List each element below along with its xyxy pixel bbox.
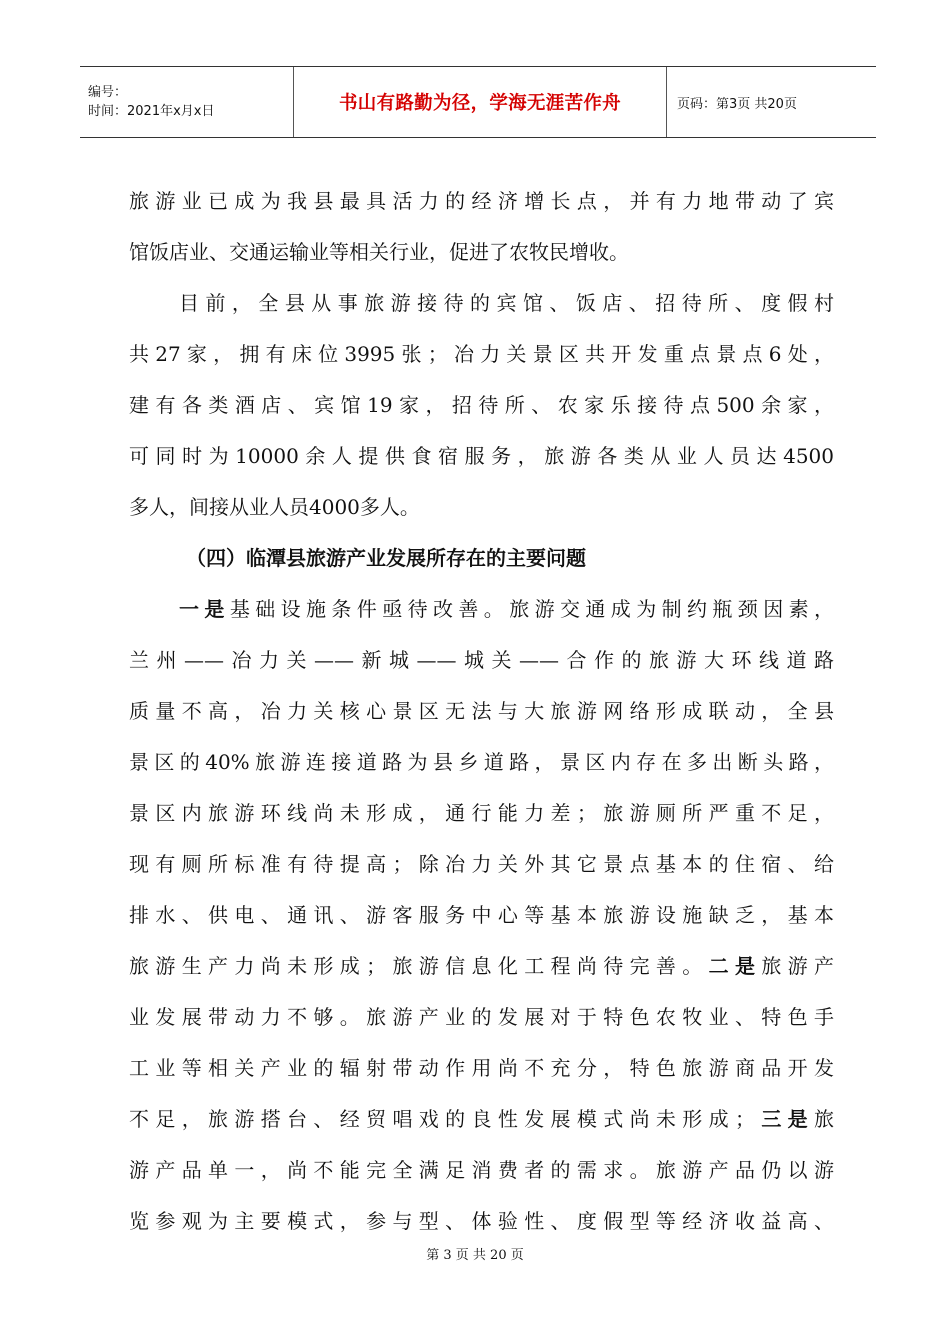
body-line: [129, 941, 834, 992]
body-line: 馆饭店业、交通运输业等相关行业，促进了农牧民增收。: [129, 240, 629, 264]
body-text: 旅游生产力尚未形成；旅游信息化工程尚待完善。: [129, 954, 709, 978]
body-line: 景区内旅游环线尚未形成，通行能力差；旅游厕所严重不足，: [129, 801, 834, 825]
header-motto: 书山有路勤为径，学海无涯苦作舟: [294, 67, 667, 137]
header-meta: [80, 67, 294, 137]
page-footer: 第 3 页 共 20 页: [426, 1248, 524, 1263]
body-line: 目前，全县从事旅游接待的宾馆、饭店、招待所、度假村: [179, 291, 834, 315]
page-header: [80, 66, 876, 138]
body-line: 兰州——冶力关——新城——城关——合作的旅游大环线道路: [129, 648, 834, 672]
body-line: 景区的40%旅游连接道路为县乡道路，景区内存在多出断头路，: [129, 750, 834, 774]
body-line: 质量不高，冶力关核心景区无法与大旅游网络形成联动，全县: [129, 699, 834, 723]
body-line: 排水、供电、通讯、游客服务中心等基本旅游设施缺乏，基本: [129, 903, 834, 927]
body-line: 现有厕所标准有待提高；除冶力关外其它景点基本的住宿、给: [129, 852, 834, 876]
section-heading: （四）临潭县旅游产业发展所存在的主要问题: [186, 546, 586, 570]
body-line: [129, 1094, 834, 1145]
body-line: 可同时为10000余人提供食宿服务，旅游各类从业人员达4500: [129, 444, 834, 468]
body-line: 建有各类酒店、宾馆19家，招待所、农家乐接待点500余家，: [129, 393, 834, 417]
body-line: 旅游业已成为我县最具活力的经济增长点，并有力地带动了宾: [129, 189, 834, 213]
keyword-third: 三是: [754, 1107, 815, 1131]
header-page-number: 页码：第3页 共20页: [677, 96, 797, 112]
keyword-second: 二是: [708, 954, 762, 978]
body-line: 共27家，拥有床位3995张；冶力关景区共开发重点景点6处，: [129, 342, 834, 366]
body-text: 不足，旅游搭台、经贸唱戏的良性发展模式尚未形成；: [129, 1107, 755, 1131]
body-text: 基础设施条件亟待改善。旅游交通成为制约瓶颈因素，: [229, 597, 835, 621]
body-line: 多人，间接从业人员4000多人。: [129, 495, 420, 519]
body-line: 业发展带动力不够。旅游产业的发展对于特色农牧业、特色手: [129, 1005, 834, 1029]
document-number-label: 编号：: [88, 85, 128, 100]
body-line: [129, 584, 834, 635]
body-text: 旅游产: [761, 954, 835, 978]
body-line: 览参观为主要模式，参与型、体验性、度假型等经济收益高、: [129, 1209, 834, 1233]
body-line: 工业等相关产业的辐射带动作用尚不充分，特色旅游商品开发: [129, 1056, 834, 1080]
document-body: [129, 176, 834, 1247]
document-time-label: 时间：2021年x月x日: [88, 104, 215, 119]
keyword-first: 一是: [179, 597, 230, 621]
body-text: 旅: [814, 1107, 835, 1131]
body-line: 游产品单一，尚不能完全满足消费者的需求。旅游产品仍以游: [129, 1158, 834, 1182]
